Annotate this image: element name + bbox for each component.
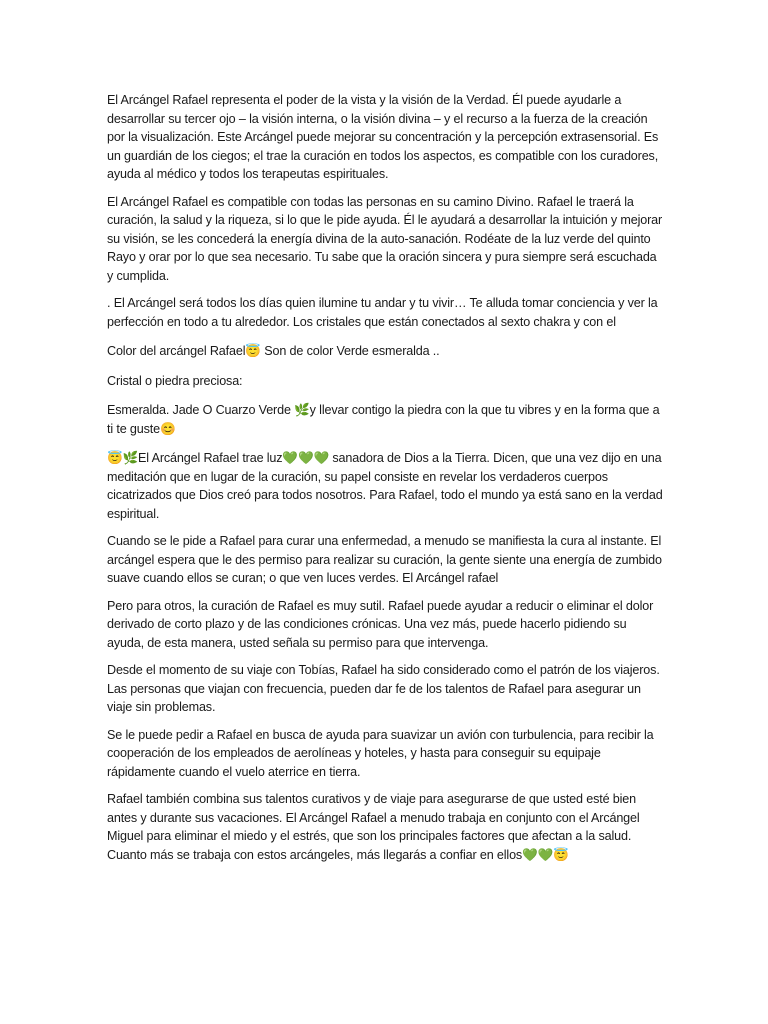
document-body	[107, 91, 663, 873]
paragraph-crystal-heading: Cristal o piedra preciosa:	[107, 373, 243, 388]
paragraph-turbulence: Se le puede pedir a Rafael en busca de ayuda para suavizar un avión con turbulencia, para recibir la cooperación de los empleados de aerolíneas y hoteles, y hasta para conseguir su equipaje rápidamente cuando el vuelo aterrice en tierra.	[107, 727, 654, 779]
paragraph-healing-light: 😇🌿El Arcángel Rafael trae luz💚💚💚 sanadora de Dios a la Tierra. Dicen, que una vez dijo en una meditación que en lugar de la curación, su papel consiste en revelar los verdaderos cuerpos cicatrizados que Dios creó para todos nosotros. Para Rafael, todo el mundo ya está sano en la verdad espiritual.	[107, 451, 663, 521]
paragraph-travel: Desde el momento de su viaje con Tobías, Rafael ha sido considerado como el patrón de los viajeros. Las personas que viajan con frecuencia, pueden dar fe de los talentos de Rafael para asegurar un viaje sin problemas.	[107, 663, 660, 714]
paragraph-subtle: Pero para otros, la curación de Rafael es muy sutil. Rafael puede ayudar a reducir o eliminar el dolor derivado de corto plazo y de las condiciones crónicas. Una vez más, puede hacerlo pidiendo su ayuda, de esta manera, usted señala su permiso para que intervenga.	[107, 598, 654, 650]
paragraph-daily: . El Arcángel será todos los días quien ilumine tu andar y tu vivir… Te alluda tomar conciencia y ver la perfección en todo a tu alrededor. Los cristales que están conectados al sexto chakra y con el	[107, 296, 658, 329]
paragraph-intro: El Arcángel Rafael representa el poder de la vista y la visión de la Verdad. Él puede ayudarle a desarrollar su tercer ojo – la visión interna, o la visión divina – y el recurso a la fuerza de la creación por la visualización. Este Arcángel puede mejorar su concentración y la percepción extrasensorial. Es un guardián de los ciegos; el trae la curación en todos los aspectos, es compatible con los curadores, ayuda al médico y todos los terapeutas espirituales.	[107, 93, 659, 181]
paragraph-compatible: El Arcángel Rafael es compatible con todas las personas en su camino Divino. Rafael le traerá la curación, la salud y la riqueza, si lo que le pide ayuda. Él le ayudará a desarrollar la intuición y mejorar su visión, se les concederá la energía divina de la auto-sanación. Rodéate de la luz verde del quinto Rayo y orar por lo que sea necesario. Tu sabe que la oración sincera y pura siempre será escuchada y cumplida.	[107, 194, 663, 283]
paragraph-vacations: Rafael también combina sus talentos curativos y de viaje para asegurarse de que usted esté bien antes y durante sus vacaciones. El Arcángel Rafael a menudo trabaja en conjunto con el Arcángel Miguel para eliminar el miedo y el estrés, que son los principales factores que afectan a la salud. Cuanto más se trabaja con estos arcángeles, más llegarás a confiar en ellos💚💚😇	[107, 792, 640, 862]
paragraph-color: Color del arcángel Rafael😇 Son de color Verde esmeralda ..	[107, 344, 440, 358]
paragraph-cure: Cuando se le pide a Rafael para curar una enfermedad, a menudo se manifiesta la cura al instante. El arcángel espera que le des permiso para realizar su curación, la gente siente una energía de zumbido suave cuando ellos se curan; o que ven luces verdes. El Arcángel rafael	[107, 534, 662, 585]
paragraph-emerald: Esmeralda. Jade O Cuarzo Verde 🌿y llevar contigo la piedra con la que tu vibres y en la forma que a ti te guste😊	[107, 403, 660, 436]
